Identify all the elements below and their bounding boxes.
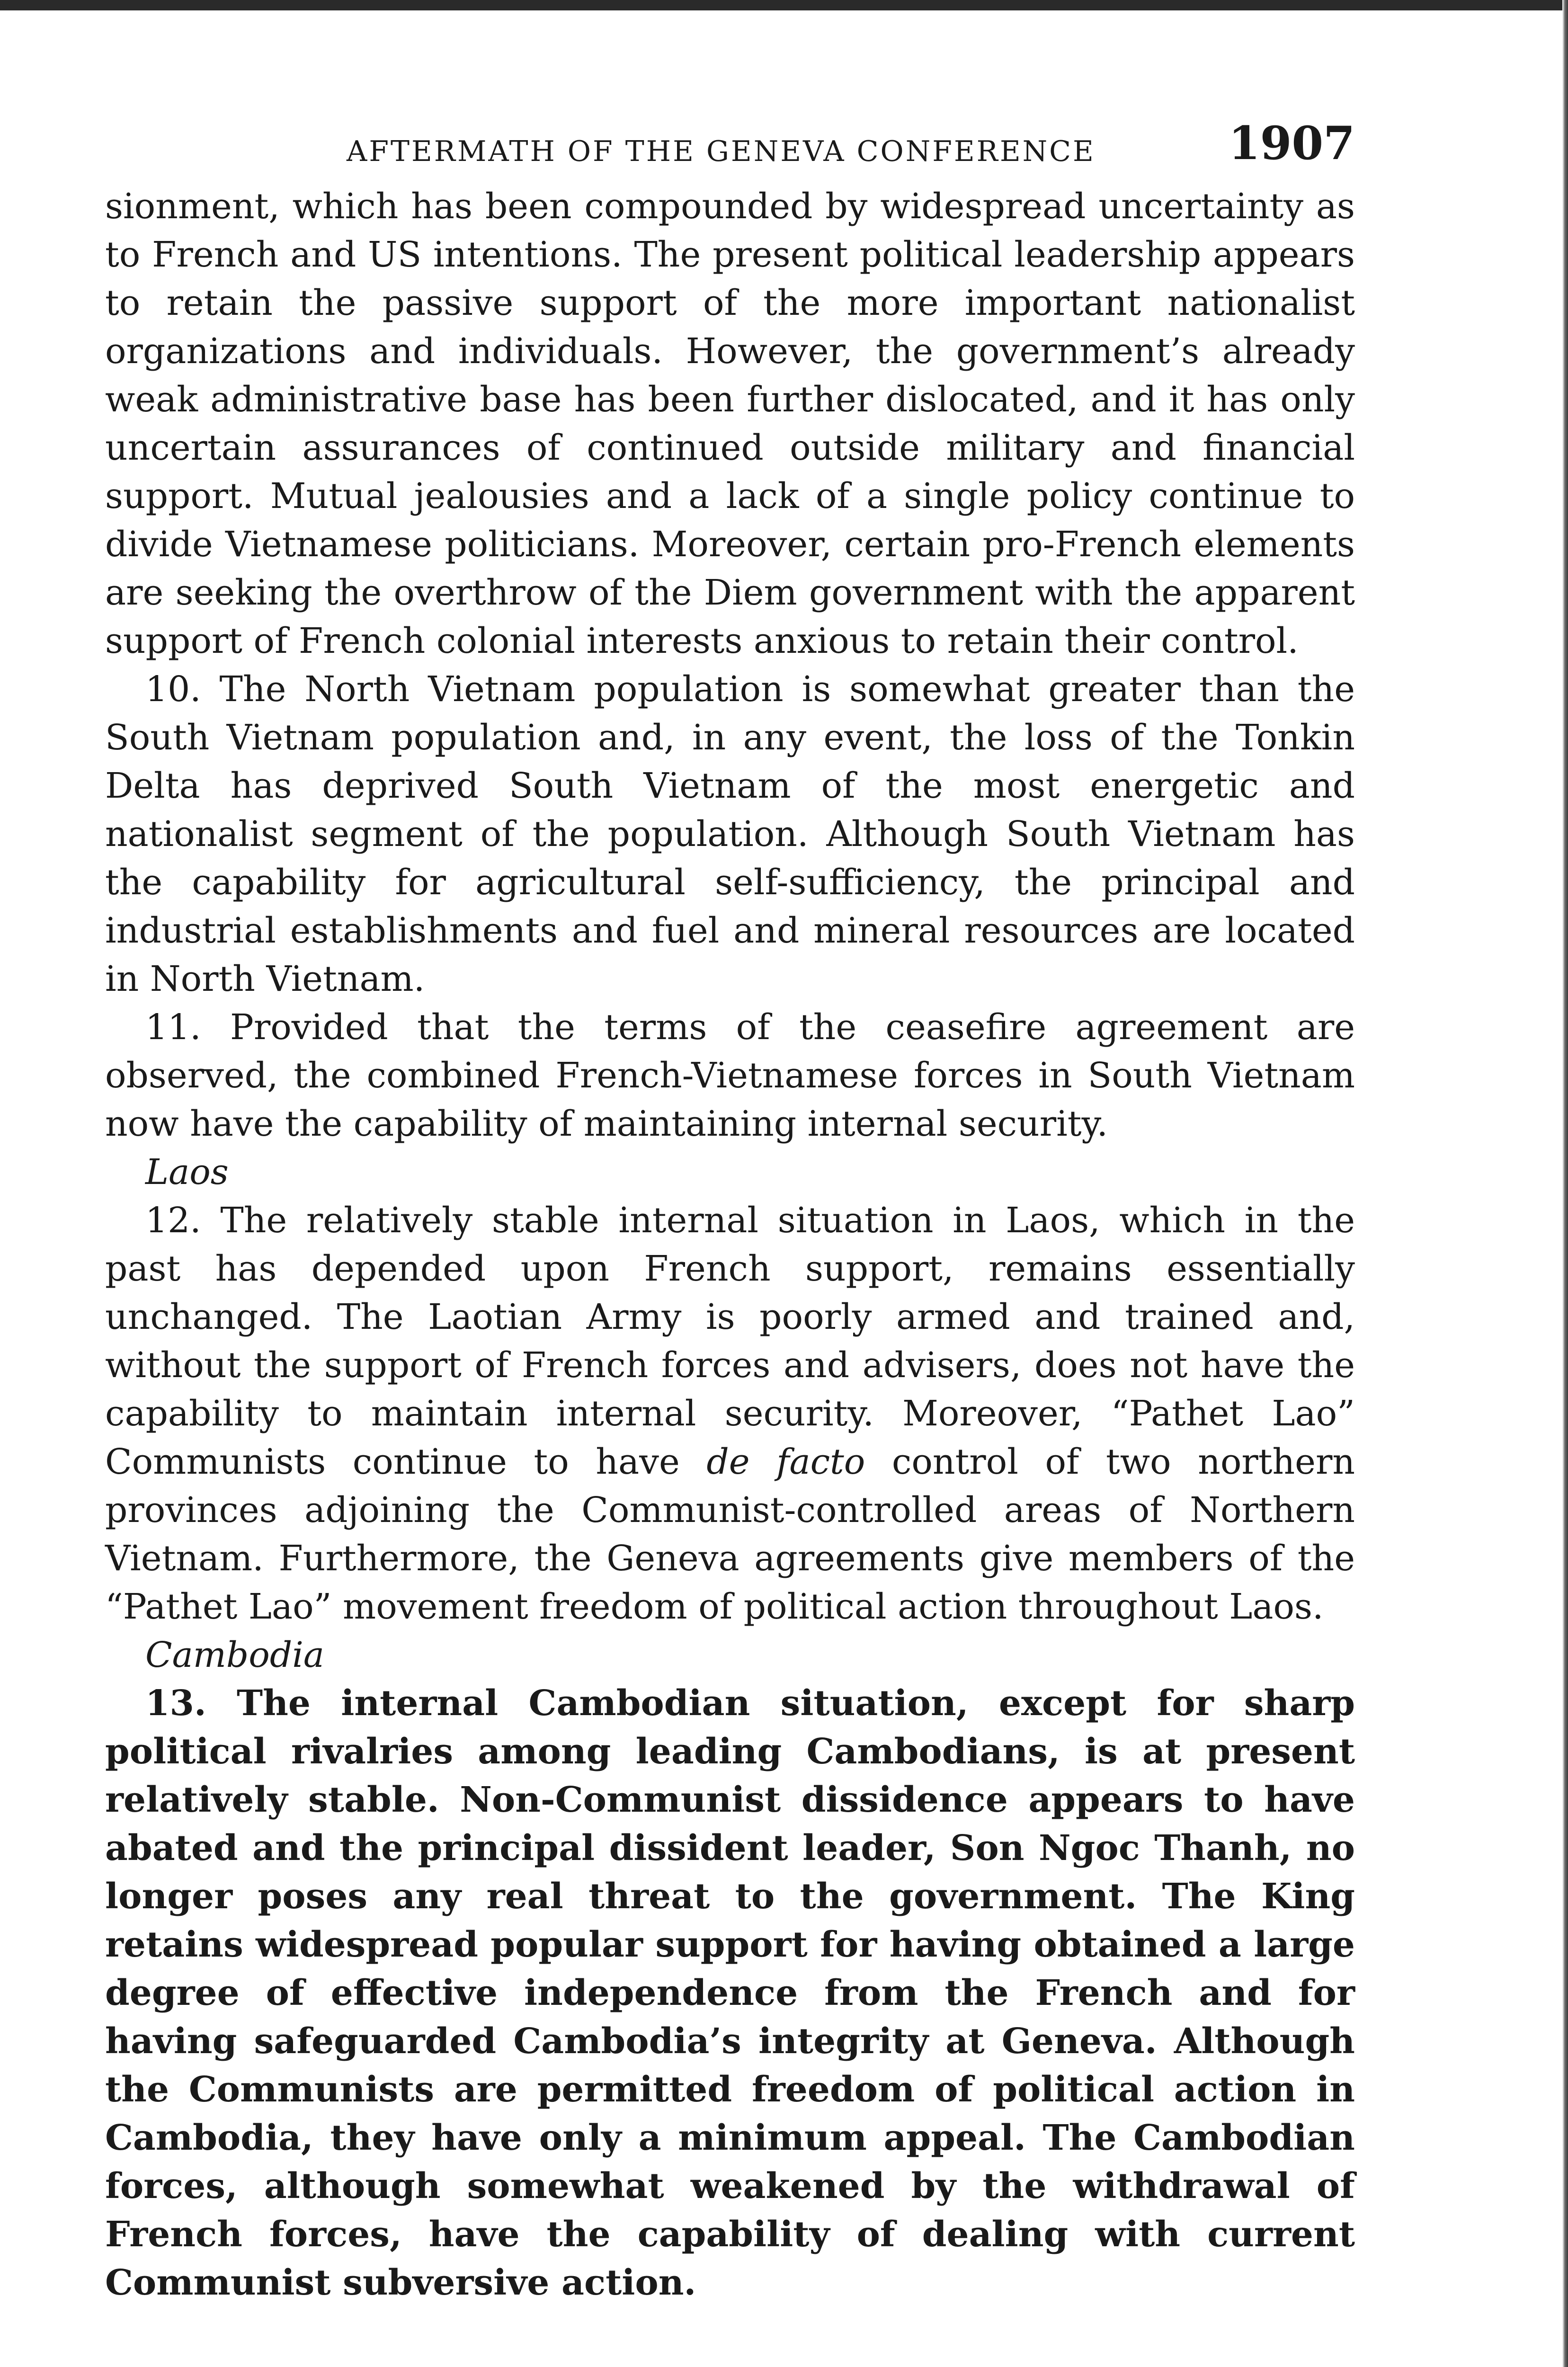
- paragraph-11: 11. Provided that the terms of the ceasefire agreement are observed, the combined French-Vietnamese forces in South Vietnam now have the capability of maintaining internal security.: [105, 1007, 1355, 1144]
- page-number: 1907: [1228, 116, 1355, 170]
- paragraph-12-part-2: control of two northern provinces adjoining the Communist-controlled areas of Northern Vietnam. Furthermore, the Geneva agreements give members of the “Pathet Lao” movement freedom of political action throughout Laos.: [105, 1442, 1355, 1627]
- paragraph-9-continued: sionment, which has been compounded by widespread uncertainty as to French and US intentions. The present political leadership appears to retain the passive support of the more important nationalist organizations and individuals. However, the government’s already weak administrative base has been further dislocated, and it has only uncertain assurances of continued outside military and financial support. Mutual jealousies and a lack of a single policy continue to divide Vietnamese politicians. Moreover, certain pro-French elements are seeking the overthrow of the Diem government with the apparent support of French colonial interests anxious to retain their control.: [105, 186, 1355, 661]
- paragraph-13: 13. The internal Cambodian situation, except for sharp political rivalries among leading Cambodians, is at present relatively stable. Non-Communist dissidence appears to have abated and the principal dissident leader, Son Ngoc Thanh, no longer poses any real threat to the government. The King retains widespread popular support for having obtained a large degree of effective independence from the French and for having safeguarded Cambodia’s integrity at Geneva. Although the Communists are permitted freedom of political action in Cambodia, they have only a minimum appeal. The Cambodian forces, although somewhat weakened by the withdrawal of French forces, have the capability of dealing with current Communist subversive action.: [105, 1683, 1355, 2303]
- paragraph-12: [105, 1196, 1355, 1631]
- document-page: [105, 116, 1355, 2307]
- page-header: [105, 116, 1355, 182]
- body-text: [105, 182, 1355, 2307]
- paragraph-10: 10. The North Vietnam population is somewhat greater than the South Vietnam population and, in any event, the loss of the Tonkin Delta has deprived South Vietnam of the most energetic and nationalist segment of the population. Although South Vietnam has the capability for agricultural self-sufficiency, the principal and industrial establishments and fuel and mineral resources are located in North Vietnam.: [105, 669, 1355, 999]
- section-heading-cambodia: Cambodia: [145, 1635, 324, 1675]
- scan-right-edge: [1562, 0, 1568, 2367]
- paragraph-12-part-1: 12. The relatively stable internal situation in Laos, which in the past has depended upon French support, remains essentially unchanged. The Laotian Army is poorly armed and trained and, without the support of French forces and advisers, does not have the capability to maintain internal security. Moreover, “Pathet Lao” Communists continue to have: [105, 1200, 1355, 1482]
- cambodia-block: [105, 1679, 1355, 2307]
- running-title: AFTERMATH OF THE GENEVA CONFERENCE: [347, 135, 1096, 168]
- section-heading-laos: Laos: [145, 1152, 229, 1192]
- paragraph-12-italic-phrase: de facto: [706, 1442, 865, 1482]
- scan-top-edge: [0, 0, 1568, 10]
